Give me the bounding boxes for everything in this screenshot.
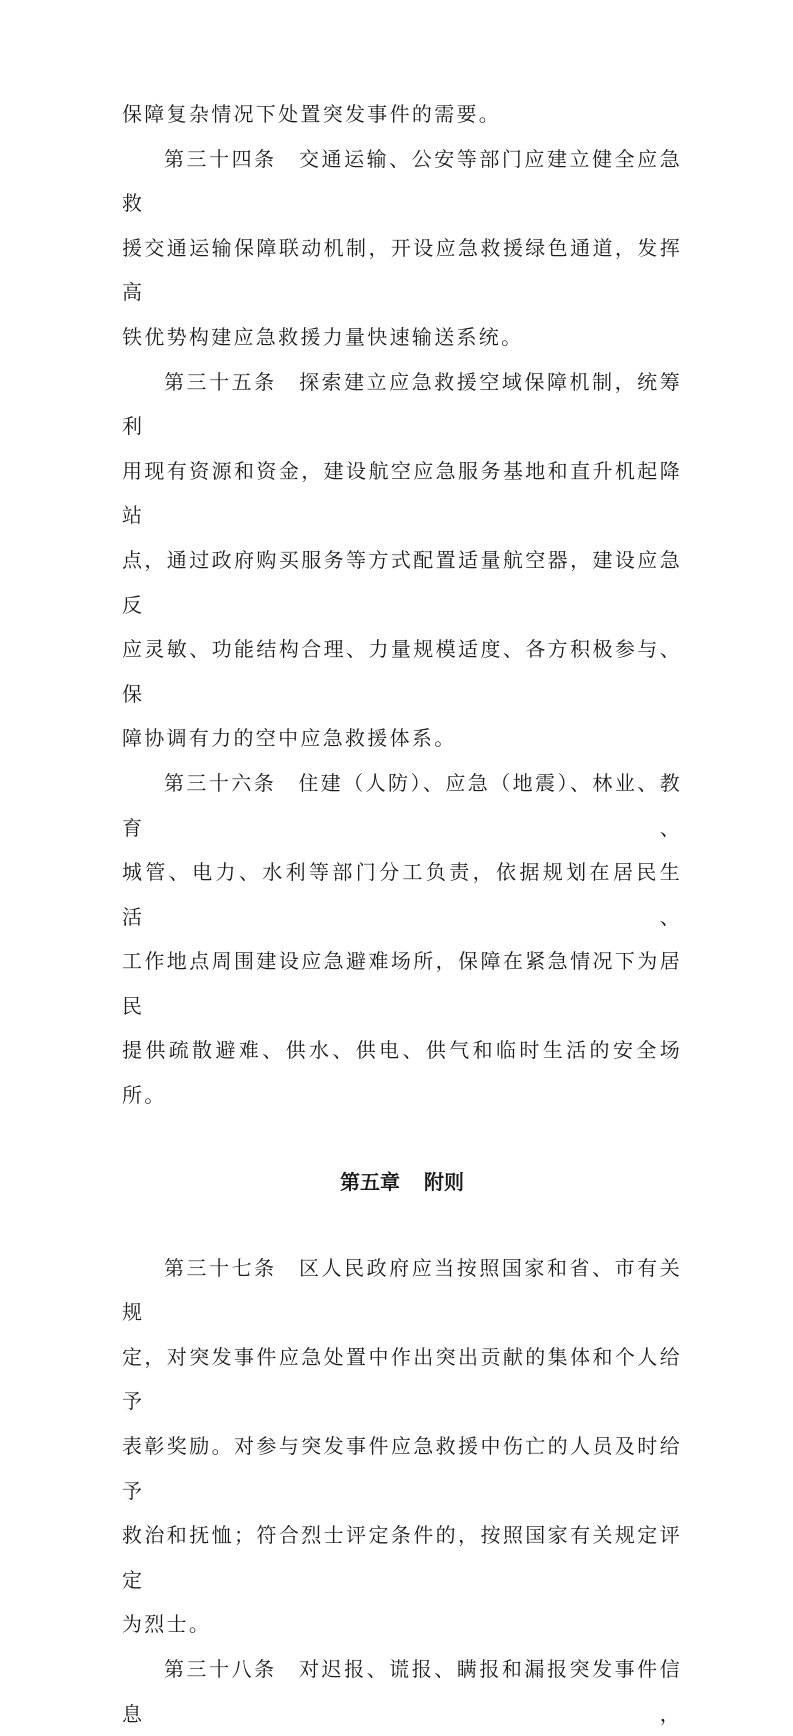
article-35-line-5: 障协调有力的空中应急救援体系。 [122, 726, 457, 751]
article-38-text: 对迟报、谎报、瞒报和漏报突发事件信息， [122, 1657, 682, 1726]
article-35-line-3: 点，通过政府购买服务等方式配置适量航空器，建设应急反 [122, 547, 682, 617]
article-37-line-5: 为烈士。 [122, 1612, 212, 1637]
article-35-line-2: 用现有资源和资金，建设航空应急服务基地和直升机起降站 [122, 458, 682, 528]
article-37-heading: 第三十七条 [164, 1255, 277, 1280]
continuation-line: 保障复杂情况下处置突发事件的需要。 [122, 102, 502, 126]
article-36-line-1 [122, 761, 682, 850]
article-37-line-3: 表彰奖励。对参与突发事件应急救援中伤亡的人员及时给予 [122, 1434, 682, 1503]
article-37 [122, 1246, 682, 1647]
article-35-text: 探索建立应急救援空域保障机制，统筹利 [122, 369, 682, 439]
article-34-line-1 [122, 137, 682, 226]
article-37-line-4: 救治和抚恤；符合烈士评定条件的，按照国家有关规定评定 [122, 1523, 682, 1592]
article-36-line-3: 工作地点周围建设应急避难场所，保障在紧急情况下为居民 [122, 949, 682, 1018]
article-37-line-1 [122, 1246, 682, 1335]
article-36-line-4: 提供疏散避难、供水、供电、供气和临时生活的安全场所。 [122, 1038, 682, 1108]
article-35 [122, 360, 682, 761]
article-34-line-3: 铁优势构建应急救援力量快速输送系统。 [122, 324, 524, 349]
article-38 [122, 1647, 682, 1736]
article-35-heading: 第三十五条 [164, 369, 277, 394]
article-37-text: 区人民政府应当按照国家和省、市有关规 [122, 1255, 682, 1325]
article-36-line-2: 城管、电力、水利等部门分工负责，依据规划在居民生活、 [122, 860, 682, 929]
article-37-line-2: 定，对突发事件应急处置中作出突出贡献的集体和个人给予 [122, 1344, 682, 1414]
chapter-number: 第五章 [340, 1169, 400, 1194]
article-36-text: 住建（人防）、应急（地震）、林业、教育、 [122, 770, 683, 840]
article-35-line-1 [122, 360, 682, 449]
article-36-heading: 第三十六条 [164, 770, 277, 795]
article-38-line-1 [122, 1647, 682, 1736]
article-34-heading: 第三十四条 [164, 146, 277, 171]
article-35-line-4: 应灵敏、功能结构合理、力量规模适度、各方积极参与、保 [122, 637, 682, 706]
document-body [122, 92, 682, 1736]
chapter-heading [122, 1160, 682, 1204]
article-34 [122, 137, 682, 360]
article-36 [122, 761, 682, 1118]
chapter-title: 附则 [424, 1169, 464, 1194]
article-34-line-2: 援交通运输保障联动机制，开设应急救援绿色通道，发挥高 [122, 235, 682, 305]
article-34-text: 交通运输、公安等部门应建立健全应急救 [122, 146, 682, 216]
article-38-heading: 第三十八条 [164, 1657, 277, 1681]
